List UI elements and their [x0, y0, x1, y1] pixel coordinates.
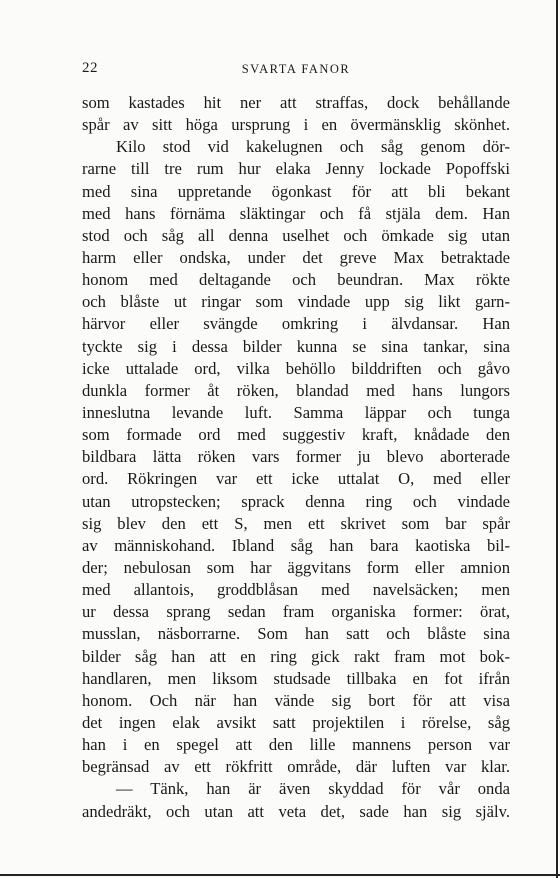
text-line: inneslutna levande luft. Samma läppar och tunga — [82, 402, 510, 422]
text-line: bildbara lätta röken vars former ju blevo aborterade — [82, 447, 510, 467]
text-line: av människohand. Ibland såg han bara kaotiska bil- — [82, 535, 510, 555]
body-text — [82, 92, 510, 823]
page-number: 22 — [82, 60, 98, 76]
text-line: som kastades hit ner att straffas, dock behållande — [82, 93, 510, 112]
text-line: begränsad av ett rökfritt område, där luften var klar. — [82, 757, 510, 777]
text-line: honom med deltagande och beundran. Max rökte — [82, 270, 510, 290]
running-title: SVARTA FANOR — [241, 62, 351, 76]
text-line: stod och såg all denna uselhet och ömkade sig utan — [82, 225, 510, 245]
text-line: härvor eller svängde omkring i älvdansar. Han — [82, 314, 510, 334]
text-line: sig blev den ett S, men ett skrivet som bar spår — [82, 513, 510, 533]
text-line: rarne till tre rum hur elaka Jenny lockade Popoffski — [82, 159, 510, 179]
text-line: spår av sitt höga ursprung i en övermänsklig skönhet. — [82, 115, 510, 135]
text-line: ur dessa sprang sedan fram organiska former: örat, — [82, 602, 510, 622]
text-line: som formade ord med suggestiv kraft, knådade den — [82, 425, 510, 445]
text-line: bilder såg han att en ring gick rakt fram mot bok- — [82, 646, 510, 666]
text-line: icke uttalade ord, vilka behöllo bilddriften och gåvo — [82, 358, 510, 378]
text-line: musslan, näsborrarne. Som han satt och blåste sina — [82, 624, 510, 644]
text-line: Kilo stod vid kakelugnen och såg genom dör- — [116, 137, 510, 157]
text-line: utan utropstecken; sprack denna ring och vindade — [82, 491, 510, 511]
text-line: och blåste ut ringar som vindade upp sig likt garn- — [82, 292, 510, 312]
text-line: harm eller ondska, under det greve Max betraktade — [82, 247, 510, 267]
text-line: dunkla former åt röken, blandad med hans lungors — [82, 380, 510, 400]
text-line: ord. Rökringen var ett icke uttalat O, med eller — [82, 469, 510, 489]
text-line: det ingen elak avsikt satt projektilen i rörelse, såg — [82, 712, 510, 732]
text-line: der; nebulosan som har äggvitans form eller amnion — [82, 557, 510, 577]
page-edge-bottom — [0, 874, 560, 876]
page-edge-right — [556, 0, 558, 878]
text-line: med sina uppretande ögonkast för att bli bekant — [82, 181, 510, 201]
text-line: — Tänk, han är även skyddad för vår onda — [116, 779, 510, 799]
text-line: han i en spegel att den lille mannens person var — [82, 735, 510, 755]
text-line: handlaren, men liksom studsade tillbaka en fot ifrån — [82, 668, 510, 688]
text-line: tyckte sig i dessa bilder kunna se sina tankar, sina — [82, 336, 510, 356]
text-line: med allantois, groddblåsan med navelsäcken; men — [82, 580, 510, 600]
page-header — [82, 60, 510, 82]
text-line: med hans förnäma släktingar och få stjäla dem. Han — [82, 203, 510, 223]
text-line: andedräkt, och utan att veta det, sade han sig själv. — [82, 801, 510, 821]
text-line: honom. Och när han vände sig bort för att visa — [82, 690, 510, 710]
